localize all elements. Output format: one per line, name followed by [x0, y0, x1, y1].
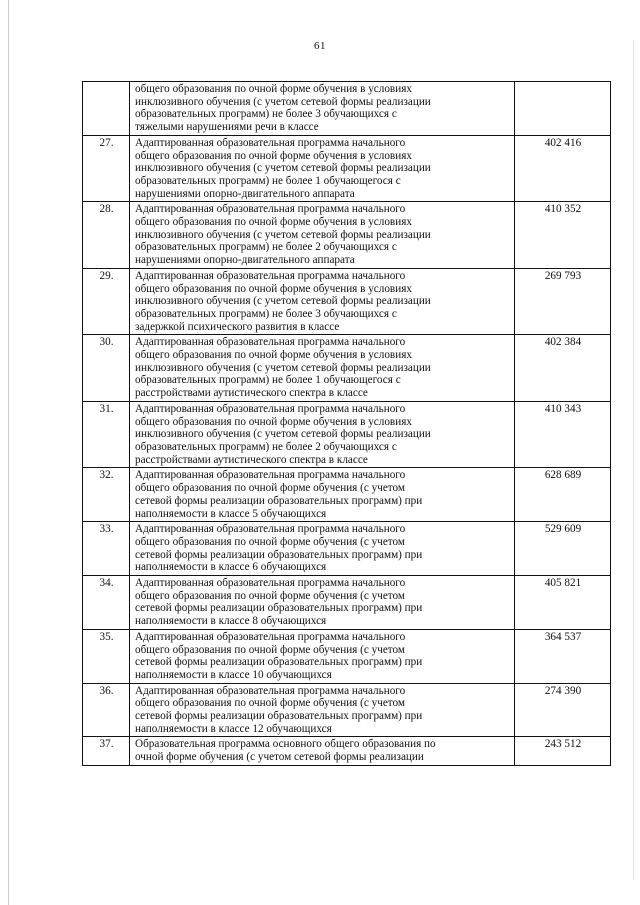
description-line: расстройствами аутистического спектра в классе: [135, 453, 368, 466]
description-line: образовательных программ) не более 1 обучающегося с: [135, 174, 401, 187]
cost-value: 274 390: [515, 683, 611, 737]
description-line: инклюзивного обучения (с учетом сетевой формы реализации: [135, 295, 431, 308]
table-row: [83, 135, 611, 202]
row-number: 37.: [83, 737, 130, 765]
description-line: сетевой формы реализации образовательных программ) при: [135, 656, 423, 669]
description-line: общего образования по очной форме обучения (с учетом: [135, 482, 405, 495]
table-row: [83, 576, 611, 630]
description-line: Адаптированная образовательная программа начального: [135, 402, 406, 415]
description-line: общего образования по очной форме обучения (с учетом: [135, 643, 405, 656]
program-description: [130, 82, 515, 136]
row-number: 34.: [83, 576, 130, 630]
row-number: 29.: [83, 268, 130, 335]
description-line: общего образования по очной форме обучения в условиях: [135, 282, 412, 295]
description-line: наполняемости в классе 5 обучающихся: [135, 507, 327, 520]
row-number: [83, 82, 130, 136]
program-description: [130, 135, 515, 202]
description-line: образовательных программ) не более 2 обучающихся с: [135, 440, 397, 453]
description-line: образовательных программ) не более 1 обучающегося с: [135, 374, 401, 387]
table-body: [83, 82, 611, 766]
tariff-table: [82, 81, 611, 766]
description-line: нарушениями опорно-двигательного аппарата: [135, 254, 355, 267]
table-row: [83, 683, 611, 737]
description-line: задержкой психического развития в классе: [135, 320, 340, 333]
description-line: очной форме обучения (с учетом сетевой формы реализации: [135, 751, 424, 764]
description-line: общего образования по очной форме обучения (с учетом: [135, 589, 405, 602]
table-row: [83, 737, 611, 765]
cost-value: 405 821: [515, 576, 611, 630]
row-number: 30.: [83, 335, 130, 402]
row-number: 28.: [83, 202, 130, 269]
program-description: [130, 202, 515, 269]
description-line: общего образования по очной форме обучения в условиях: [135, 349, 412, 362]
description-line: общего образования по очной форме обучения в условиях: [135, 415, 412, 428]
table-row: [83, 522, 611, 576]
description-line: Адаптированная образовательная программа начального: [135, 203, 406, 216]
row-number: 27.: [83, 135, 130, 202]
cost-value: 269 793: [515, 268, 611, 335]
description-line: Адаптированная образовательная программа начального: [135, 136, 406, 149]
description-line: Адаптированная образовательная программа начального: [135, 523, 406, 536]
table-row: [83, 268, 611, 335]
description-line: наполняемости в классе 8 обучающихся: [135, 615, 327, 628]
cost-value: 402 384: [515, 335, 611, 402]
scan-edge-right: [633, 40, 634, 880]
description-line: общего образования по очной форме обучения (с учетом: [135, 535, 405, 548]
description-line: образовательных программ) не более 2 обучающихся с: [135, 241, 397, 254]
table-row: [83, 335, 611, 402]
description-line: Адаптированная образовательная программа начального: [135, 469, 406, 482]
description-line: сетевой формы реализации образовательных программ) при: [135, 602, 423, 615]
description-line: наполняемости в классе 12 обучающихся: [135, 722, 332, 735]
row-number: 36.: [83, 683, 130, 737]
program-description: [130, 468, 515, 522]
description-line: сетевой формы реализации образовательных программ) при: [135, 710, 423, 723]
description-line: тяжелыми нарушениями речи в классе: [135, 121, 319, 134]
cost-value: 529 609: [515, 522, 611, 576]
table-row: [83, 82, 611, 136]
scan-edge-left: [8, 0, 9, 905]
description-line: инклюзивного обучения (с учетом сетевой формы реализации: [135, 428, 431, 441]
cost-value: 243 512: [515, 737, 611, 765]
description-line: Адаптированная образовательная программа начального: [135, 630, 406, 643]
program-description: [130, 737, 515, 765]
description-line: Адаптированная образовательная программа начального: [135, 577, 406, 590]
program-description: [130, 522, 515, 576]
description-line: Адаптированная образовательная программа начального: [135, 684, 406, 697]
table-row: [83, 202, 611, 269]
cost-value: [515, 82, 611, 136]
description-line: Адаптированная образовательная программа начального: [135, 269, 406, 282]
description-line: нарушениями опорно-двигательного аппарата: [135, 187, 355, 200]
cost-value: 402 416: [515, 135, 611, 202]
description-line: образовательных программ) не более 3 обучающихся с: [135, 108, 397, 121]
description-line: общего образования по очной форме обучения в условиях: [135, 83, 412, 95]
row-number: 31.: [83, 401, 130, 468]
table-row: [83, 468, 611, 522]
row-number: 35.: [83, 629, 130, 683]
row-number: 32.: [83, 468, 130, 522]
table-row: [83, 401, 611, 468]
description-line: инклюзивного обучения (с учетом сетевой формы реализации: [135, 361, 431, 374]
description-line: расстройствами аутистического спектра в классе: [135, 387, 368, 400]
description-line: образовательных программ) не более 3 обучающихся с: [135, 307, 397, 320]
cost-value: 364 537: [515, 629, 611, 683]
description-line: инклюзивного обучения (с учетом сетевой формы реализации: [135, 162, 431, 175]
program-description: [130, 576, 515, 630]
description-line: сетевой формы реализации образовательных программ) при: [135, 494, 423, 507]
description-line: Образовательная программа основного общего образования по: [135, 738, 436, 751]
description-line: Адаптированная образовательная программа начального: [135, 336, 406, 349]
description-line: инклюзивного обучения (с учетом сетевой формы реализации: [135, 228, 431, 241]
program-description: [130, 629, 515, 683]
program-description: [130, 335, 515, 402]
description-line: сетевой формы реализации образовательных программ) при: [135, 548, 423, 561]
description-line: наполняемости в классе 6 обучающихся: [135, 561, 327, 574]
cost-value: 410 343: [515, 401, 611, 468]
description-line: общего образования по очной форме обучения в условиях: [135, 149, 412, 162]
program-description: [130, 683, 515, 737]
page-number: 61: [314, 40, 326, 52]
program-description: [130, 401, 515, 468]
description-line: общего образования по очной форме обучения (с учетом: [135, 697, 405, 710]
cost-value: 410 352: [515, 202, 611, 269]
description-line: инклюзивного обучения (с учетом сетевой формы реализации: [135, 95, 431, 108]
row-number: 33.: [83, 522, 130, 576]
cost-value: 628 689: [515, 468, 611, 522]
description-line: наполняемости в классе 10 обучающихся: [135, 668, 332, 681]
program-description: [130, 268, 515, 335]
description-line: общего образования по очной форме обучения в условиях: [135, 216, 412, 229]
table-row: [83, 629, 611, 683]
